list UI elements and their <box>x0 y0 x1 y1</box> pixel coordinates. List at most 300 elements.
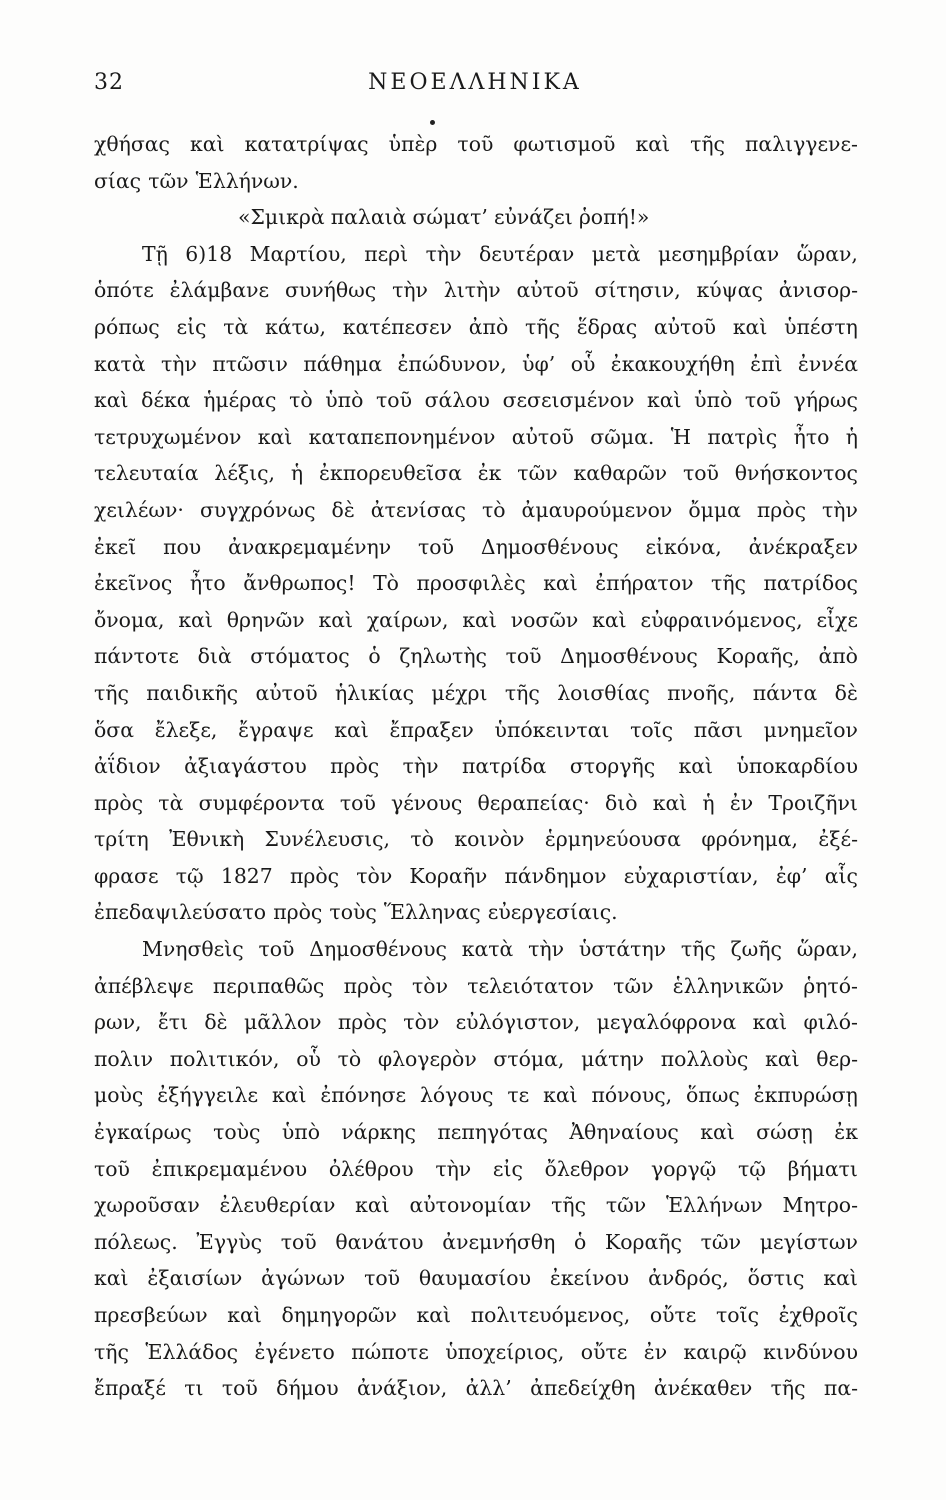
word: γήρως <box>793 388 858 413</box>
word: ἐξαισίων <box>147 1266 243 1291</box>
word: τῷ <box>175 863 204 888</box>
word: τῆς <box>504 680 540 705</box>
word: χαίρων, <box>366 607 449 632</box>
word: τοῦ <box>505 644 542 669</box>
text-line <box>94 638 858 675</box>
word: τῆς <box>690 132 725 156</box>
word: τοῖς <box>630 717 674 742</box>
word: «Σμικρὰ <box>238 205 325 230</box>
word: ἐκ <box>834 1120 858 1145</box>
word: ἀνάξιον, <box>356 1376 448 1401</box>
word: τῆς <box>770 1376 806 1401</box>
word: ἐπεδαψιλεύσατο <box>94 900 267 925</box>
word: εἰκόνα, <box>645 534 722 559</box>
word: κάτω, <box>265 314 327 339</box>
word: ὄνομα, <box>94 607 165 632</box>
word: ἐκπορευθεῖσα <box>319 461 462 486</box>
word: ἑλληνικῶν <box>672 973 784 998</box>
word: ὅστις <box>747 1266 805 1291</box>
text-line <box>94 419 858 456</box>
text-line <box>94 236 858 273</box>
word: τὸ <box>289 388 313 413</box>
word: πολλοὺς <box>660 1046 749 1071</box>
word: μοὺς <box>94 1083 144 1108</box>
word: τοὺς <box>329 900 377 925</box>
word: πάνδημον <box>504 863 607 888</box>
word: ἔτι <box>157 1010 189 1035</box>
text-line <box>94 163 858 200</box>
word: τε <box>507 1083 530 1108</box>
word: μεγαλόφρονα <box>596 1010 737 1035</box>
word: μεγίστων <box>759 1229 858 1254</box>
word: Ἐθνικὴ <box>169 827 245 852</box>
word: ἀτενίσας <box>370 497 466 522</box>
word: παιδικῆς <box>146 680 239 705</box>
word: συγχρόνως <box>199 497 316 522</box>
text-line <box>94 126 858 163</box>
word: ὑποχείριος, <box>445 1339 565 1364</box>
word: ἔπραξέ <box>94 1376 166 1401</box>
word: νάρκης <box>341 1120 416 1145</box>
word: λιτὴν <box>443 278 501 303</box>
word: πρὸς <box>94 790 144 815</box>
word: καὶ <box>543 571 578 596</box>
word: ἔλεξε, <box>154 717 218 742</box>
word: πρὸς <box>343 973 393 998</box>
word: ῥητό- <box>803 973 858 998</box>
word: θρηνῶν <box>226 607 305 632</box>
word: τῆς <box>711 571 746 596</box>
word: τῶν <box>605 1193 647 1218</box>
word: τὴν <box>435 1156 472 1181</box>
word: τετρυχωμένον <box>94 424 242 449</box>
word: τῶν <box>517 461 558 486</box>
word: περὶ <box>364 241 409 266</box>
word: καὶ <box>635 132 671 156</box>
text-line <box>94 1260 858 1297</box>
word: ἡ <box>702 790 715 815</box>
word: ὥραν, <box>796 241 858 266</box>
word: τι <box>184 1376 204 1401</box>
word: τὰ <box>158 790 184 815</box>
word: πα- <box>823 1376 858 1401</box>
word: ρόπως <box>94 314 160 339</box>
word: σώματ’ <box>412 205 488 230</box>
word: ζηλωτὴς <box>399 644 487 669</box>
word: ἐννέα <box>797 351 858 376</box>
word: εἰς <box>176 314 207 339</box>
word: καὶ <box>271 1083 307 1108</box>
word: μετὰ <box>591 241 641 266</box>
word: καὶ <box>178 607 213 632</box>
word: εἶχε <box>816 607 858 632</box>
word: Ἐγγὺς <box>196 1229 263 1254</box>
word: ἡ <box>290 461 304 486</box>
word: τῶν <box>700 1229 741 1254</box>
word: πώποτε <box>351 1339 429 1364</box>
word: φρόνημα, <box>701 827 798 852</box>
word: ἐκ <box>477 461 502 486</box>
word: πολιν <box>94 1046 153 1071</box>
word: αὐτονομίαν <box>409 1193 532 1218</box>
text-line <box>94 199 858 236</box>
word: καὶ <box>592 607 627 632</box>
word: ἐκεῖνος <box>94 571 173 596</box>
word: μάτην <box>581 1046 645 1071</box>
word: στόμα, <box>493 1046 565 1071</box>
word: τοῦ <box>258 937 295 962</box>
word: πατρὶς <box>707 424 778 449</box>
word: ἄνθρωπος! <box>243 571 356 596</box>
word: τῆς <box>680 937 716 962</box>
word: θεραπείας· <box>477 790 590 815</box>
word: τῶν <box>613 973 654 998</box>
word: τελειότατον <box>467 973 594 998</box>
word: καὶ <box>257 424 293 449</box>
word: τὴν <box>425 241 462 266</box>
word: λοισθίας <box>557 680 650 705</box>
word: πατρίδα <box>461 754 547 779</box>
word: ἐπόνησε <box>320 1083 407 1108</box>
word: φλογερὸν <box>377 1046 477 1071</box>
word: Κοραῆς <box>605 1229 682 1254</box>
word: ἐγένετο <box>254 1339 335 1364</box>
text-line <box>94 1077 858 1114</box>
word: αἷς <box>824 863 858 888</box>
text-line <box>94 455 858 492</box>
word: ἐπώδυνον, <box>397 351 507 376</box>
text-line <box>94 492 858 529</box>
word: ἀξιαγάστου <box>184 754 307 779</box>
word: ἀνέκραξεν <box>748 534 858 559</box>
word: Μαρτίου, <box>249 241 347 266</box>
word: που <box>163 534 202 559</box>
word: ὑπὸ <box>694 388 733 413</box>
word: ἀμαυρούμενον <box>521 497 673 522</box>
word: ὑφ’ <box>522 351 556 376</box>
word: Μητρο- <box>782 1193 858 1218</box>
word: τοὺς <box>213 1120 261 1145</box>
word: κατὰ <box>94 351 146 376</box>
word: πόνους, <box>591 1083 673 1108</box>
word: καὶ <box>652 790 688 815</box>
word: καὶ <box>190 132 225 156</box>
word: πεπηγότας <box>437 1120 548 1145</box>
word: ἀνακρεμαμένην <box>228 534 392 559</box>
word: εὐφραινόμενος, <box>640 607 803 632</box>
word: ὑπὲρ <box>388 132 438 156</box>
word: σίτησιν, <box>594 278 681 303</box>
word: γοργῷ <box>651 1156 717 1181</box>
word: κοινὸν <box>454 827 525 852</box>
word: τὴν <box>402 754 439 779</box>
word: στοργῆς <box>569 754 656 779</box>
word: μεσημβρίαν <box>658 241 780 266</box>
word: ὑπέστη <box>784 314 858 339</box>
word: ὁπότε <box>94 278 154 303</box>
word: Ἑλλήνων <box>665 1193 763 1218</box>
word: τὸ <box>410 827 434 852</box>
word: τὴν <box>392 278 428 303</box>
word: καὶ <box>355 1193 390 1218</box>
word: τῆς <box>551 1193 587 1218</box>
text-line <box>94 1041 858 1078</box>
word: αὐτοῦ <box>255 680 318 705</box>
word: καὶ <box>823 1266 858 1291</box>
word: πρὸς <box>289 863 340 888</box>
word: τοῦ <box>376 388 412 413</box>
word: φιλό- <box>803 1010 858 1035</box>
word: Τῇ <box>142 241 168 266</box>
word: καὶ <box>416 1303 452 1327</box>
word: Συνέλευσις, <box>264 827 391 852</box>
word: πολιτευόμενος, <box>470 1303 631 1327</box>
word: φωτισμοῦ <box>513 132 616 156</box>
word: οὔτε <box>580 1339 628 1364</box>
word: σεσεισμένον <box>502 388 635 413</box>
word: καὶ <box>94 388 129 413</box>
word: ἀπὸ <box>468 314 509 339</box>
word: θαυμασίου <box>418 1266 531 1291</box>
page-header <box>94 70 856 106</box>
word: ἐλευθερίαν <box>219 1193 336 1218</box>
word: κατὰ <box>461 937 514 962</box>
word: χωροῦσαν <box>94 1193 200 1218</box>
word: περιπαθῶς <box>212 973 325 998</box>
word: ζωῆς <box>730 937 782 962</box>
word: ὑπὸ <box>325 388 364 413</box>
word: εὐνάζει <box>493 205 573 230</box>
word: πρὸς <box>330 754 380 779</box>
word: κατέπεσεν <box>342 314 452 339</box>
word: τὴν <box>528 937 565 962</box>
word: οὔτε <box>649 1303 697 1327</box>
word: 6)18 <box>185 241 233 266</box>
word: Δημοσθένους <box>309 937 447 962</box>
word: τὰ <box>223 314 249 339</box>
word: διὰ <box>197 644 232 669</box>
text-line <box>94 309 858 346</box>
word: ὁ <box>574 1229 587 1254</box>
word: Μνησθεὶς <box>142 937 244 962</box>
word: κινδύνου <box>763 1339 858 1364</box>
text-line <box>94 675 858 712</box>
word: τὸν <box>412 973 448 998</box>
word: δὲ <box>834 680 858 705</box>
word: τῶν <box>148 168 189 193</box>
word: Ἑλλήνων. <box>195 168 299 193</box>
text-line <box>94 1334 858 1371</box>
word: ἐξέ- <box>818 827 858 852</box>
word: καιρῷ <box>683 1339 747 1364</box>
word: Κοραῆς, <box>716 644 800 669</box>
word: δευτέραν <box>478 241 575 266</box>
word: μέχρι <box>431 680 488 705</box>
word: Ἡ <box>670 424 691 449</box>
word: κατατρίψας <box>244 132 369 156</box>
word: τελευταία <box>94 461 199 486</box>
word: τοῦ <box>221 1376 258 1401</box>
word: θερ- <box>816 1046 858 1071</box>
word: δέκα <box>141 388 191 413</box>
word: ἀπέβλεψε <box>94 973 194 998</box>
word: σώσῃ <box>756 1120 813 1145</box>
word: ὄλεθρον <box>544 1156 630 1181</box>
text-line <box>94 894 858 931</box>
word: νοσῶν <box>510 607 579 632</box>
word: συνήθως <box>284 278 377 303</box>
word: τὴν <box>822 497 858 522</box>
word: θανάτου <box>335 1229 424 1254</box>
word: ὑπόκεινται <box>494 717 610 742</box>
word: Δημοσθένους <box>560 644 698 669</box>
text-line <box>94 1004 858 1041</box>
word: καὶ <box>94 1266 129 1291</box>
word: ἔγραψε <box>238 717 314 742</box>
word: ἀγώνων <box>261 1266 346 1291</box>
word: δὲ <box>204 1010 228 1035</box>
page-number: 32 <box>94 70 124 95</box>
word: αὐτοῦ <box>511 424 574 449</box>
word: ὄμμα <box>688 497 741 522</box>
word: ἐξήγγειλε <box>157 1083 259 1108</box>
word: σῶμα. <box>590 424 655 449</box>
word: ἐπὶ <box>750 351 783 376</box>
word: πᾶσι <box>693 717 743 742</box>
word: τῆς <box>525 314 560 339</box>
text-line <box>94 748 858 785</box>
word: πρὸς <box>756 497 806 522</box>
word: δήμου <box>276 1376 339 1401</box>
word: 1827 <box>220 863 273 888</box>
word: σίας <box>94 168 142 193</box>
text-line <box>94 382 858 419</box>
word: ὁ <box>368 644 381 669</box>
word: καὶ <box>678 754 714 779</box>
word: τὴν <box>161 351 197 376</box>
word: ἀλλ’ <box>465 1376 512 1401</box>
word: καὶ <box>752 1010 788 1035</box>
word: ὥραν, <box>796 937 858 962</box>
word: ἦτο <box>189 571 226 596</box>
word: ἐκεῖ <box>94 534 137 559</box>
word: τοῦ <box>280 1229 317 1254</box>
word: ἐκείνου <box>549 1266 630 1291</box>
word: τοῦ <box>418 534 454 559</box>
text-line <box>94 529 858 566</box>
word: ἕδρας <box>576 314 638 339</box>
word: καὶ <box>543 1083 578 1108</box>
word: ἐν <box>643 1339 668 1364</box>
word: τὸν <box>403 1010 440 1035</box>
word: ἐχθροῖς <box>778 1303 858 1327</box>
word: τοῦ <box>682 461 719 486</box>
word: ἡλικίας <box>334 680 415 705</box>
text-line <box>94 1370 858 1407</box>
word: λέξις, <box>214 461 276 486</box>
word: τῆς <box>94 1339 129 1364</box>
word: σάλου <box>424 388 490 413</box>
word: καὶ <box>647 388 682 413</box>
text-line <box>94 1151 858 1188</box>
word: εὐχαριστίαν, <box>623 863 759 888</box>
word: ἦτο <box>793 424 830 449</box>
word: στόματος <box>250 644 350 669</box>
word: ἑρμηνεύουσα <box>544 827 681 852</box>
word: Ἀθηναίους <box>569 1120 679 1145</box>
word: αὐτοῦ <box>516 278 579 303</box>
text-line <box>94 1224 858 1261</box>
word: καὶ <box>765 1046 800 1071</box>
word: ἀπεδείχθη <box>530 1376 636 1401</box>
word: παλαιὰ <box>330 205 407 230</box>
word: γένους <box>391 790 463 815</box>
word: πρὸς <box>337 1010 387 1035</box>
word: τοῦ <box>339 790 376 815</box>
word: ἐκακουχήθη <box>610 351 735 376</box>
text-line <box>94 785 858 822</box>
word: πολιτικόν, <box>169 1046 280 1071</box>
word: πτῶσιν <box>212 351 288 376</box>
word: καὶ <box>318 607 353 632</box>
word: μᾶλλον <box>243 1010 322 1035</box>
word: ἐν <box>729 790 754 815</box>
word: ἔπραξεν <box>389 717 474 742</box>
word: ἡμέρας <box>203 388 277 413</box>
text-line <box>94 1187 858 1224</box>
word: πάντα <box>752 680 818 705</box>
word: καὶ <box>732 314 768 339</box>
word: ἀνδρός, <box>648 1266 729 1291</box>
word: τρίτη <box>94 827 149 852</box>
word: ὑπὸ <box>281 1120 320 1145</box>
word: πάντοτε <box>94 644 179 669</box>
word: Ἕλληνας <box>383 900 481 925</box>
word: οὗ <box>570 351 596 376</box>
word: εὐλόγιστον, <box>455 1010 581 1035</box>
word: Ἑλλάδος <box>145 1339 239 1364</box>
word: συμφέροντα <box>198 790 325 815</box>
word: εἰς <box>492 1156 523 1181</box>
word: ἡ <box>845 424 858 449</box>
word: πόλεως. <box>94 1229 178 1254</box>
word: τοῦ <box>744 388 781 413</box>
word: διὸ <box>604 790 638 815</box>
word: τὸν <box>356 863 393 888</box>
text-line <box>94 821 858 858</box>
text-line <box>94 565 858 602</box>
word: τοῖς <box>716 1303 759 1327</box>
running-title: ΝΕΟΕΛΛΗΝΙΚΑ <box>368 70 582 95</box>
word: ἐλάμβανε <box>169 278 270 303</box>
word: ἀνέκαθεν <box>653 1376 753 1401</box>
word: τοῦ <box>364 1266 401 1291</box>
word: ὅσα <box>94 717 134 742</box>
word: παλιγγενε- <box>745 132 858 156</box>
word: ρων, <box>94 1010 142 1035</box>
word: Δημοσθένους <box>480 534 619 559</box>
ornament-dot <box>430 120 435 125</box>
word: ὅπως <box>686 1083 740 1108</box>
word: ἐπικρεμαμένου <box>151 1156 308 1181</box>
word: ῥοπή!» <box>578 205 650 230</box>
text-line <box>94 602 858 639</box>
word: πρὸς <box>273 900 323 925</box>
word: Κοραῆν <box>409 863 488 888</box>
word: ἀΐδιον <box>94 754 161 779</box>
text-line <box>94 712 858 749</box>
word: δὲ <box>331 497 355 522</box>
